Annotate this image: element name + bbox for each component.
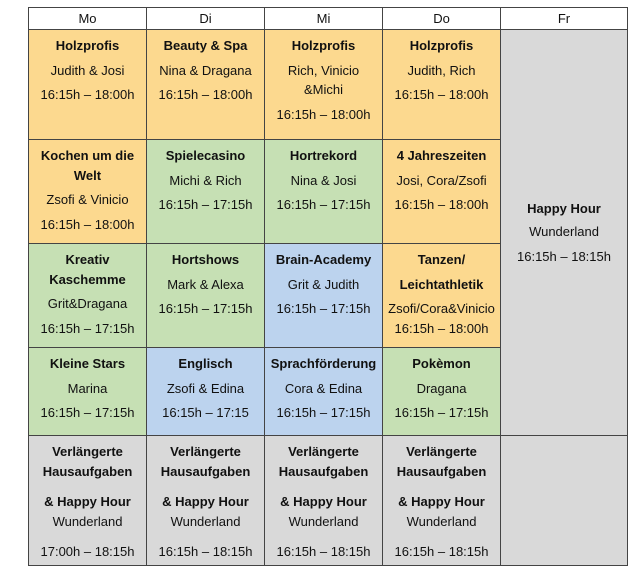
activity-time: 16:15h – 17:15h (40, 320, 135, 336)
activity-people: Judith & Josi (50, 62, 125, 78)
activity-title: Holzprofis (55, 38, 120, 53)
activity-title-cont: Leichtathletik (399, 276, 484, 292)
activity-title: Kochen um die (40, 148, 135, 163)
activity-cell (29, 30, 147, 140)
activity-title-cont: & Happy Hour (44, 494, 131, 510)
activity-cell (29, 244, 147, 348)
activity-title-cont: & Happy Hour (280, 494, 367, 510)
schedule-row (29, 30, 628, 140)
activity-cell (383, 436, 501, 566)
activity-title: Holzprofis (409, 38, 474, 53)
activity-cell (383, 348, 501, 436)
activity-people: Josi, Cora/Zsofi (396, 172, 487, 188)
activity-time: 16:15h – 18:00h (158, 87, 253, 103)
activity-cell (265, 244, 383, 348)
activity-cell (147, 244, 265, 348)
activity-time: 16:15h – 18:00h (394, 87, 489, 103)
activity-title-cont: & Happy Hour (162, 494, 249, 510)
activity-time: 16:15h – 17:15 (162, 405, 249, 421)
activity-cell (265, 348, 383, 436)
activity-cell (29, 348, 147, 436)
activity-time: 16:15h – 18:15h (394, 544, 489, 560)
activity-title: Kreativ (65, 252, 110, 267)
friday-empty-cell (501, 436, 628, 566)
activity-title: Verlängerte (170, 444, 241, 459)
activity-people: Wunderland (406, 513, 477, 529)
day-header-mi: Mi (265, 8, 383, 30)
activity-cell (147, 348, 265, 436)
activity-cell (383, 244, 501, 348)
friday-people: Wunderland (529, 224, 599, 240)
activity-people: Michi & Rich (169, 172, 242, 188)
activity-title: Tanzen/ (417, 252, 466, 267)
friday-time: 16:15h – 18:15h (517, 248, 611, 264)
day-header-di: Di (147, 8, 265, 30)
activity-people: Judith, Rich (407, 62, 476, 78)
activity-cell (265, 30, 383, 140)
activity-title-cont: Hausaufgaben (42, 463, 133, 479)
day-header-do: Do (383, 8, 501, 30)
activity-people: Grit & Judith (287, 276, 360, 292)
activity-cell (265, 436, 383, 566)
activity-time: 16:15h – 18:00h (276, 106, 371, 122)
activity-time: 17:00h – 18:15h (40, 544, 135, 560)
activity-people-cont: &Michi (303, 82, 343, 98)
activity-title: 4 Jahreszeiten (396, 148, 487, 163)
activity-title: Verlängerte (288, 444, 359, 459)
day-header-mo: Mo (29, 8, 147, 30)
activity-title: Spielecasino (165, 148, 246, 163)
activity-title: Englisch (178, 356, 233, 371)
activity-cell (383, 30, 501, 140)
activity-title-cont: Hausaufgaben (278, 463, 369, 479)
activity-people: Mark & Alexa (167, 276, 244, 292)
activity-title: Verlängerte (406, 444, 477, 459)
activity-people: Dragana (416, 380, 467, 396)
activity-title: Hortshows (171, 252, 240, 267)
header-row (29, 8, 628, 30)
activity-time: 16:15h – 18:15h (276, 544, 371, 560)
schedule-table (28, 7, 628, 566)
activity-time: 16:15h – 17:15h (394, 405, 489, 421)
activity-people: Cora & Edina (284, 380, 363, 396)
activity-people: Nina & Dragana (159, 62, 252, 78)
activity-time: 16:15h – 18:00h (394, 197, 489, 213)
activity-title-cont: Kaschemme (49, 271, 126, 287)
activity-time: 16:15h – 18:00h (40, 216, 135, 232)
friday-cell (501, 30, 628, 436)
activity-title: Sprachförderung (270, 356, 377, 371)
activity-title: Beauty & Spa (163, 38, 248, 53)
activity-people: Nina & Josi (290, 172, 357, 188)
activity-people: Zsofi & Edina (166, 380, 245, 396)
friday-title: Happy Hour (527, 200, 601, 216)
activity-time: 16:15h – 17:15h (158, 301, 253, 317)
activity-title: Kleine Stars (49, 356, 126, 371)
activity-title-cont: Hausaufgaben (160, 463, 251, 479)
activity-time: 16:15h – 18:15h (158, 544, 253, 560)
activity-time: 16:15h – 17:15h (276, 405, 371, 421)
day-header-fr: Fr (501, 8, 628, 30)
activity-title: Hortrekord (289, 148, 358, 163)
activity-title-cont: Welt (73, 167, 102, 183)
activity-people: Wunderland (52, 513, 123, 529)
activity-people: Marina (67, 380, 108, 396)
activity-cell (29, 140, 147, 244)
activity-people: Wunderland (288, 513, 359, 529)
activity-cell (265, 140, 383, 244)
activity-time: 16:15h – 17:15h (40, 405, 135, 421)
activity-people: Grit&Dragana (47, 296, 128, 312)
activity-people: Zsofi/Cora&Vinicio (388, 301, 495, 317)
activity-people: Wunderland (170, 513, 241, 529)
activity-time: 16:15h – 17:15h (158, 197, 253, 213)
activity-title: Verlängerte (52, 444, 123, 459)
activity-cell (147, 140, 265, 244)
activity-cell (29, 436, 147, 566)
activity-cell (383, 140, 501, 244)
activity-title: Holzprofis (291, 38, 356, 53)
activity-people: Zsofi & Vinicio (46, 192, 129, 208)
activity-title-cont: Hausaufgaben (396, 463, 487, 479)
schedule-row (29, 436, 628, 566)
activity-title: Pokèmon (412, 356, 471, 371)
activity-time: 16:15h – 17:15h (276, 197, 371, 213)
activity-time: 16:15h – 17:15h (276, 301, 371, 317)
activity-title-cont: & Happy Hour (398, 494, 485, 510)
activity-title: Brain-Academy (275, 252, 372, 267)
activity-cell (147, 436, 265, 566)
activity-cell (147, 30, 265, 140)
activity-time: 16:15h – 18:00h (394, 320, 489, 336)
activity-time: 16:15h – 18:00h (40, 87, 135, 103)
activity-people: Rich, Vinicio (287, 62, 360, 78)
